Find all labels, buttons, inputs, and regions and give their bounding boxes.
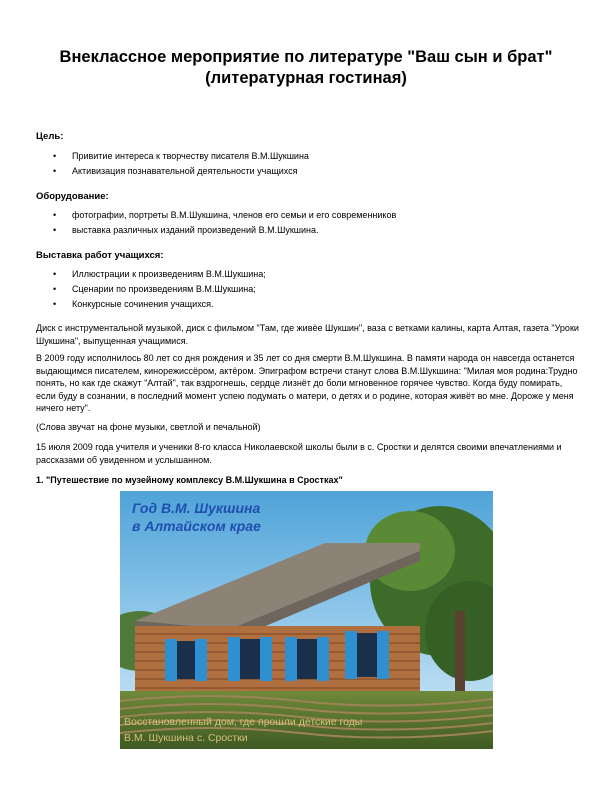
list-item: • выставка различных изданий произведений В.М.Шукшина. [36, 223, 396, 238]
paragraph-trip: 15 июля 2009 года учителя и ученики 8-го класса Николаевской школы были в с. Сростки и делятся своими впечатлениями и рассказами об увиденном и услышанном. [36, 442, 562, 465]
paragraph-intro: В 2009 году исполнилось 80 лет со дня рождения и 35 лет со дня смерти В.М.Шукшина. В памяти народа он навсегда останется выдающимся писателем, кинорежиссёром, актёром. Эпиграфом встречи станут слова В.М.Шукшина: "Милая моя родина:Трудно понять, но как где скажут "Алтай", так вздрогнешь, сердце лизнёт до боли мгновенное горячее чувство. Когда буду помирать, если буду в сознании, в последний момент успею подумать о матери, о детях и о родине, которая живёт во мне. Дороже у меня ничего нету". [36, 353, 578, 413]
list-item: • Привитие интереса к творчеству писателя В.М.Шукшина [36, 149, 309, 164]
photo-caption-line-2: В.М. Шукшина с. Сростки [124, 732, 248, 744]
goal-list [36, 149, 309, 179]
equipment-list [36, 208, 396, 238]
list-item: • Иллюстрации к произведениям В.М.Шукшина; [36, 267, 266, 282]
equipment-label: Оборудование: [36, 191, 109, 202]
section-1-heading: 1. "Путешествие по музейному комплексу В.М.Шукшина в Сростках" [36, 475, 343, 485]
list-item: • Активизация познавательной деятельности учащихся [36, 164, 309, 179]
photo-title-line-1: Год В.М. Шукшина [132, 500, 261, 516]
shukshin-house-photo [120, 491, 493, 749]
exhibition-label: Выставка работ учащихся: [36, 250, 164, 261]
paragraph-materials: Диск с инструментальной музыкой, диск с фильмом "Там, где живёе Шукшин", ваза с ветками калины, карта Алтая, газета "Уроки Шукшина", выпущенная учащимися. [36, 323, 579, 346]
house-illustration [120, 491, 493, 749]
photo-title-line-2: в Алтайском крае [132, 518, 261, 534]
list-item: • Сценарии по произведениям В.М.Шукшина; [36, 282, 266, 297]
paragraph-music-note: (Слова звучат на фоне музыки, светлой и печальной) [36, 422, 261, 432]
exhibition-list [36, 267, 266, 312]
photo-caption-line-1: Восстановленный дом, где прошли детские годы [124, 716, 363, 728]
page-title: Внеклассное мероприятие по литературе "Ваш сын и брат" (литературная гостиная) [59, 48, 553, 87]
goal-label: Цель: [36, 131, 64, 142]
list-item: • Конкурсные сочинения учащихся. [36, 297, 266, 312]
list-item: • фотографии, портреты В.М.Шукшина, членов его семьи и его современников [36, 208, 396, 223]
